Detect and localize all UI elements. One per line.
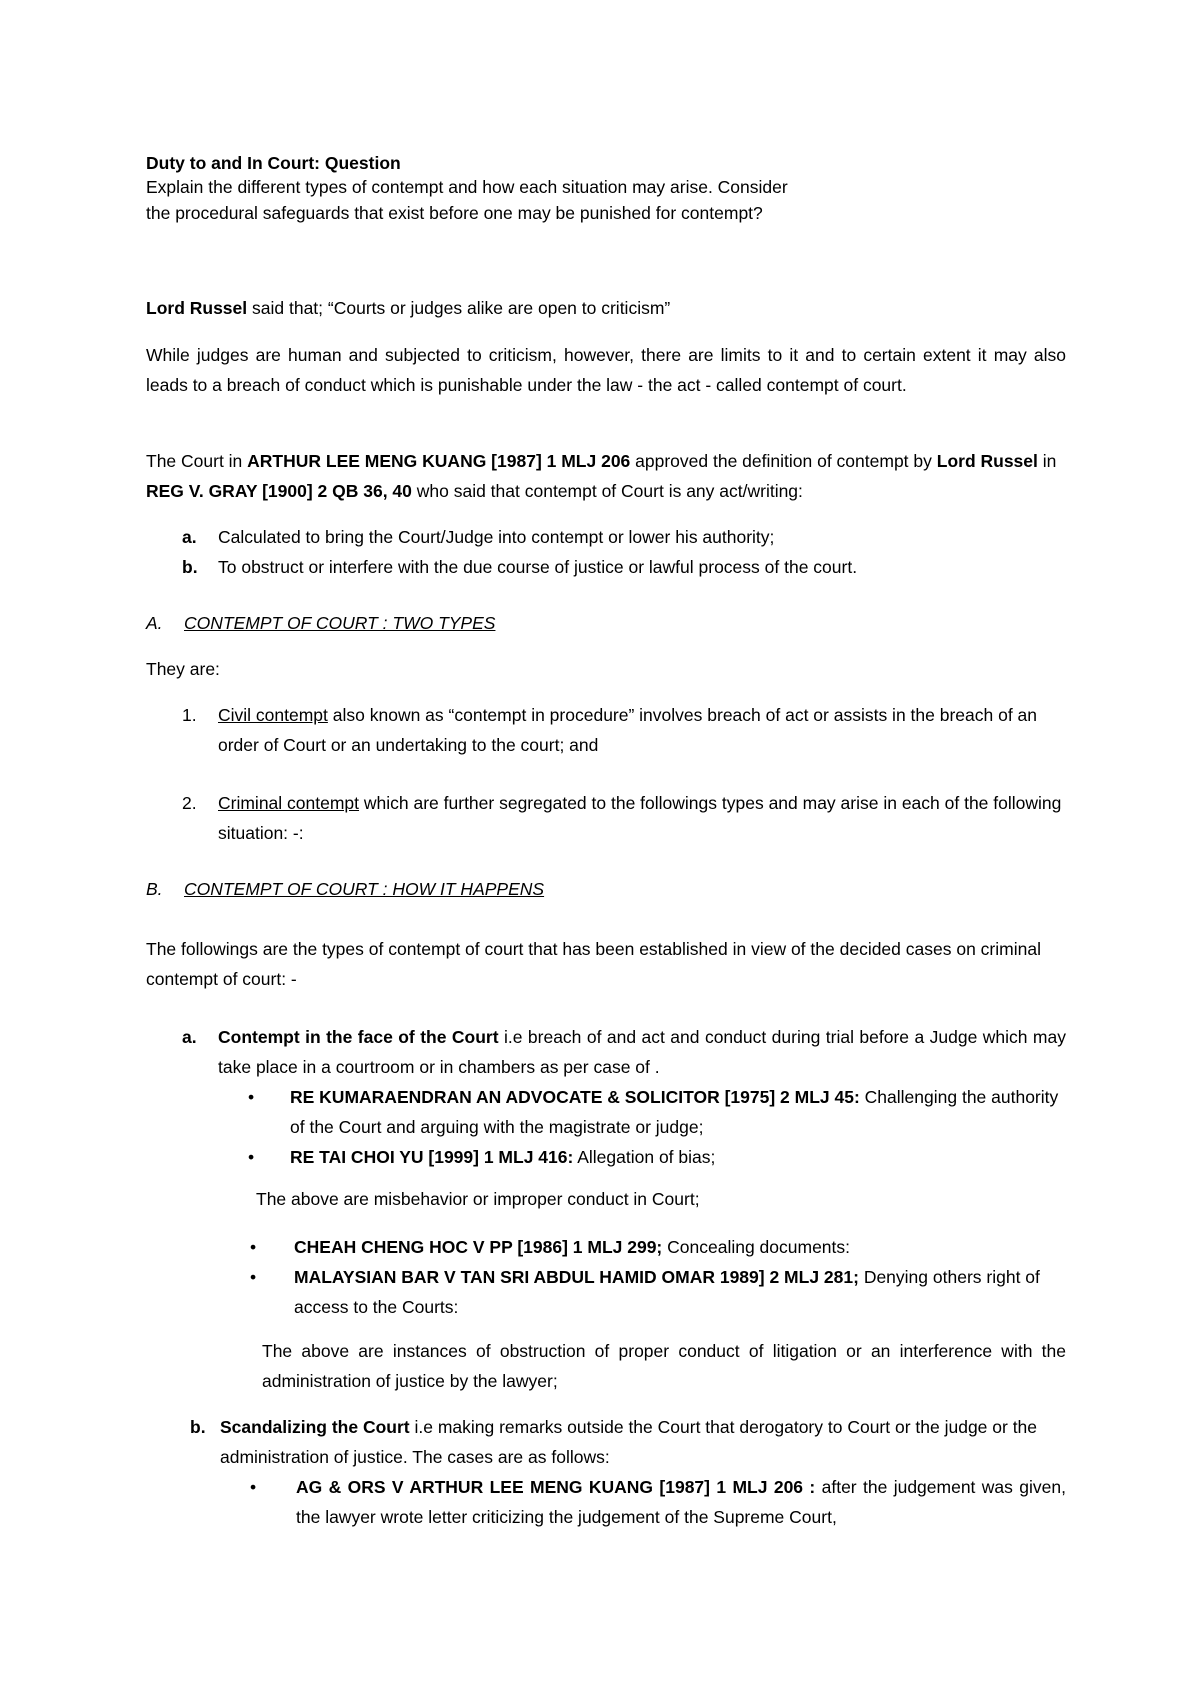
- definition-russel-name: Lord Russel: [936, 451, 1038, 471]
- case-item: • MALAYSIAN BAR V TAN SRI ABDUL HAMID OMAR 1989] 2 MLJ 281; Denying others right of access to the Courts:: [250, 1267, 1040, 1317]
- question-line-2: the procedural safeguards that exist before one may be punished for contempt?: [146, 203, 763, 223]
- term-civil-contempt: Civil contempt: [218, 705, 328, 725]
- case-arthur-lee: ARTHUR LEE MENG KUANG [1987] 1 MLJ 206: [247, 451, 631, 471]
- contempt-type-item: 2. Criminal contempt which are further segregated to the followings types and may arise in each of the following situation: -:: [182, 793, 1062, 843]
- note-obstruction: The above are instances of obstruction of proper conduct of litigation or an interference with the administration of justice by the lawyer;: [262, 1341, 1066, 1391]
- definition-paragraph: The Court in ARTHUR LEE MENG KUANG [1987] 1 MLJ 206 approved the definition of contempt by Lord Russel in REG V. GRAY [1900] 2 QB 36, 40 who said that contempt of Court is any act/writing:: [146, 451, 1057, 501]
- case-item: • CHEAH CHENG HOC V PP [1986] 1 MLJ 299; Concealing documents:: [250, 1237, 851, 1257]
- list-item: a. Calculated to bring the Court/Judge into contempt or lower his authority;: [182, 527, 775, 547]
- term-face-of-court: Contempt in the face of the Court: [218, 1027, 499, 1047]
- case-bullet-list: [250, 1472, 1066, 1532]
- russel-quote-paragraph: [146, 293, 1066, 323]
- term-criminal-contempt: Criminal contempt: [218, 793, 360, 813]
- case-reg-v-gray: REG V. GRAY [1900] 2 QB 36, 40: [146, 481, 412, 501]
- case-item: • RE TAI CHOI YU [1999] 1 MLJ 416: Allegation of bias;: [248, 1147, 716, 1167]
- russel-quote: said that; “Courts or judges alike are open to criticism”: [247, 298, 671, 318]
- list-item: b. To obstruct or interfere with the due course of justice or lawful process of the court.: [182, 557, 858, 577]
- section-a-intro: They are:: [146, 659, 220, 679]
- question-text: [146, 174, 1066, 226]
- section-a-heading: A. CONTEMPT OF COURT : TWO TYPES: [146, 613, 496, 633]
- case-item: • AG & ORS V ARTHUR LEE MENG KUANG [1987] 1 MLJ 206 : after the judgement was given, the lawyer wrote letter criticizing the judgement of the Supreme Court,: [250, 1477, 1066, 1527]
- scandalizing-court-item: b. Scandalizing the Court i.e making remarks outside the Court that derogatory to Court or the judge or the administration of justice. The cases are as follows:: [190, 1417, 1038, 1467]
- judges-paragraph: While judges are human and subjected to criticism, however, there are limits to it and to certain extent it may also leads to a breach of conduct which is punishable under the law - the act - called contempt of court.: [146, 345, 1066, 395]
- russel-name: Lord Russel: [146, 298, 248, 318]
- document-title: Duty to and In Court: Question: [146, 153, 401, 173]
- definition-list: [182, 522, 1066, 582]
- note-misbehavior: The above are misbehavior or improper conduct in Court;: [256, 1189, 700, 1209]
- case-bullet-list: [248, 1082, 1066, 1172]
- case-bullet-list: [250, 1232, 1066, 1322]
- term-scandalizing: Scandalizing the Court: [220, 1417, 410, 1437]
- case-item: • RE KUMARAENDRAN AN ADVOCATE & SOLICITOR [1975] 2 MLJ 45: Challenging the authority of the Court and arguing with the magistrate or judge;: [248, 1087, 1059, 1137]
- contempt-face-of-court-item: a. Contempt in the face of the Court i.e breach of and act and conduct during trial before a Judge which may take place in a courtroom or in chambers as per case of .: [182, 1027, 1066, 1077]
- section-b-intro: The followings are the types of contempt of court that has been established in view of the decided cases on criminal contempt of court: -: [146, 939, 1041, 989]
- contempt-type-item: 1. Civil contempt also known as “contempt in procedure” involves breach of act or assists in the breach of an order of Court or an undertaking to the court; and: [182, 705, 1038, 755]
- question-line-1: Explain the different types of contempt and how each situation may arise. Consider: [146, 177, 788, 197]
- section-b-heading: B. CONTEMPT OF COURT : HOW IT HAPPENS: [146, 879, 545, 899]
